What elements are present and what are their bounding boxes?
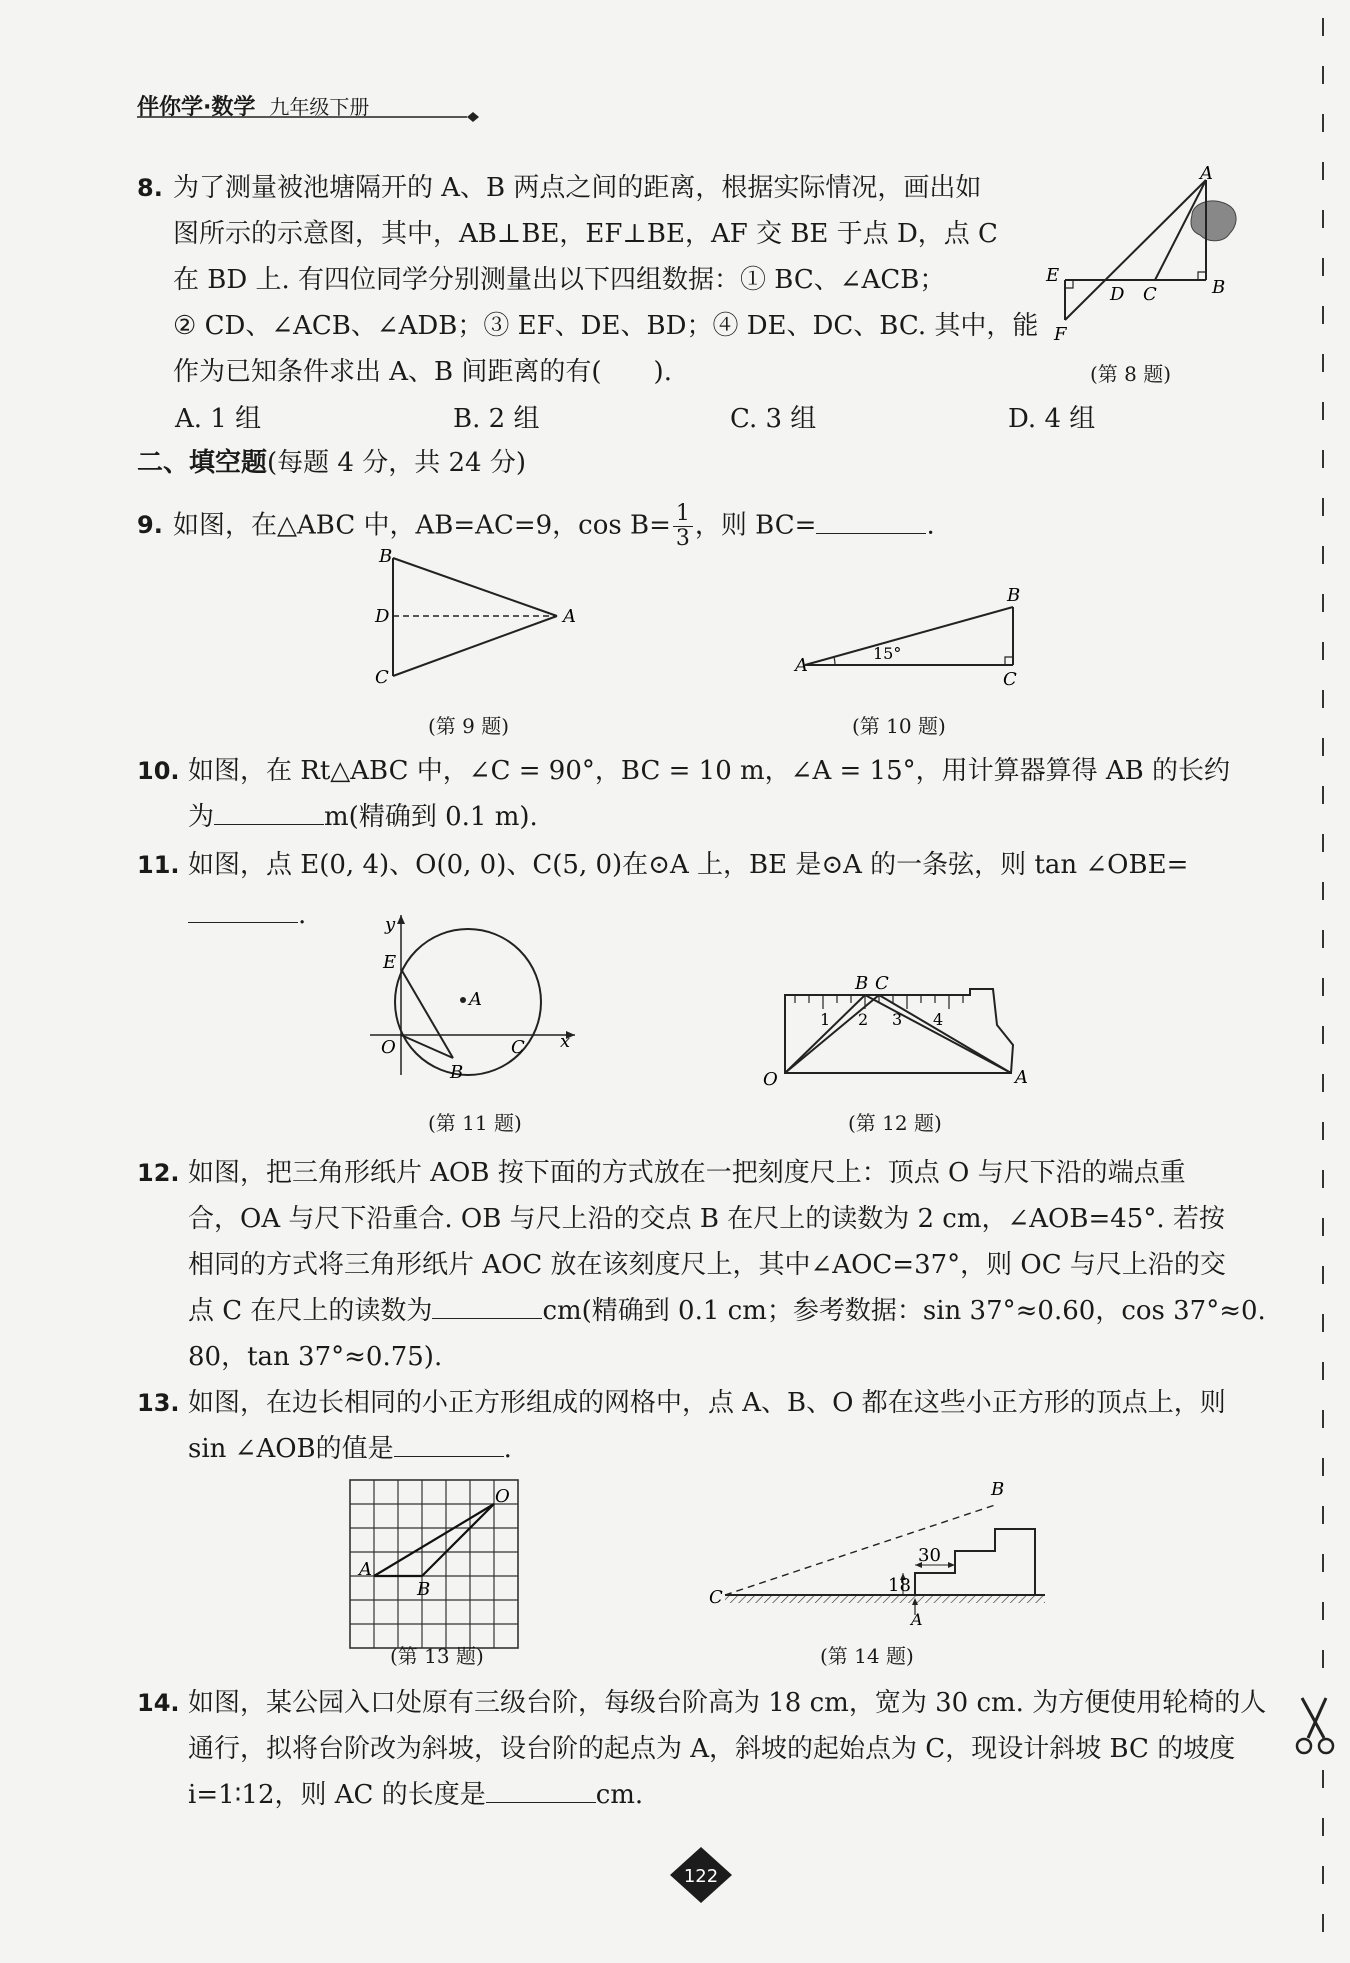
height-dimension: 18: [888, 1575, 911, 1596]
label-x: x: [560, 1031, 571, 1052]
caption-q9: (第 9 题): [428, 714, 510, 738]
tick-1: 1: [820, 1010, 831, 1029]
section-title: 二、填空题: [137, 448, 268, 478]
tick-4: 4: [933, 1010, 944, 1029]
caption-q14: (第 14 题): [820, 1644, 914, 1668]
label-a: A: [795, 655, 808, 676]
label-a: A: [1015, 1067, 1028, 1088]
q13-text: [188, 1380, 1226, 1472]
section-heading: [137, 440, 526, 486]
q10-line: 如图，在 Rt△ABC 中，∠C = 90°，BC = 10 m，∠A = 15°，用计算器算得 AB 的长约: [188, 756, 1231, 786]
label-a: A: [563, 606, 576, 627]
q10-line2-a: 为: [188, 802, 215, 832]
q9-answer-blank[interactable]: [816, 503, 926, 534]
label-e: E: [1046, 265, 1060, 286]
q11-line2: [188, 892, 1188, 938]
q14-text: [188, 1680, 1266, 1818]
label-b: B: [379, 548, 393, 567]
angle-label: 15°: [873, 644, 902, 663]
label-b: B: [417, 1579, 431, 1600]
q14-line: 通行，拟将台阶改为斜坡，设台阶的起点为 A，斜坡的起始点为 C，现设计斜坡 BC 的坡度: [188, 1734, 1236, 1764]
label-b: B: [855, 973, 869, 994]
caption-q10: (第 10 题): [852, 714, 946, 738]
label-c: C: [1003, 669, 1017, 690]
label-b: B: [991, 1479, 1005, 1500]
q8-line: 在 BD 上. 有四位同学分别测量出以下四组数据：① BC、∠ACB；: [173, 265, 946, 295]
q9-text-c: .: [926, 510, 935, 541]
figure-13: [345, 1475, 525, 1655]
q9-frac-den: 3: [675, 526, 690, 551]
q13-number: 13.: [137, 1389, 180, 1417]
q8-text: [173, 165, 1038, 395]
q8-option-b: B. 2 组: [453, 404, 540, 434]
label-c: C: [375, 667, 389, 688]
q12-line: 80，tan 37°≈0.75).: [188, 1342, 443, 1372]
q10-text: [188, 748, 1230, 840]
q14-line3-a: i=1∶12，则 AC 的长度是: [188, 1780, 486, 1810]
q9-fraction: [673, 502, 693, 551]
label-f: F: [1054, 324, 1067, 345]
q11-answer-blank[interactable]: [188, 892, 298, 923]
label-d: D: [1110, 284, 1125, 305]
q9-number: 9.: [137, 511, 163, 539]
q12-text: [188, 1150, 1266, 1380]
caption-q13: (第 13 题): [390, 1644, 484, 1668]
tick-3: 3: [892, 1010, 903, 1029]
q12-line4-a: 点 C 在尺上的读数为: [188, 1296, 433, 1326]
q8-option-c: C. 3 组: [730, 404, 817, 434]
label-a: A: [911, 1610, 923, 1629]
q9-text-a: 如图，在△ABC 中，AB=AC=9，cos B=: [173, 510, 671, 541]
caption-q11: (第 11 题): [428, 1111, 522, 1135]
label-c: C: [875, 973, 889, 994]
q11-number: 11.: [137, 851, 180, 879]
q14-line3: [188, 1772, 1266, 1818]
q12-line4-b: cm(精确到 0.1 cm；参考数据：sin 37°≈0.60，cos 37°≈0.: [542, 1296, 1266, 1326]
label-o: O: [763, 1069, 778, 1090]
q8-number: 8.: [137, 174, 163, 202]
q11-text: [188, 842, 1188, 938]
label-e: E: [383, 952, 397, 973]
q8-line: 作为已知条件求出 A、B 间距离的有( ).: [173, 357, 672, 387]
q9-text: [173, 502, 935, 551]
q12-line: 合，OA 与尺下沿重合. OB 与尺上沿的交点 B 在尺上的读数为 2 cm，∠AOB=45°. 若按: [188, 1204, 1225, 1234]
q8-line: 图所示的示意图，其中，AB⊥BE，EF⊥BE，AF 交 BE 于点 D，点 C: [173, 219, 998, 249]
q10-answer-blank[interactable]: [214, 794, 324, 825]
label-b: B: [1007, 585, 1021, 606]
q10-number: 10.: [137, 757, 180, 785]
label-c: C: [1143, 284, 1157, 305]
figure-8: [1040, 165, 1240, 355]
q14-number: 14.: [137, 1689, 180, 1717]
q13-answer-blank[interactable]: [394, 1426, 504, 1457]
header-brand: 伴你学·数学: [137, 95, 256, 120]
page-number: 122: [683, 1866, 719, 1887]
caption-q12: (第 12 题): [848, 1111, 942, 1135]
q14-line: 如图，某公园入口处原有三级台阶，每级台阶高为 18 cm，宽为 30 cm. 为方便使用轮椅的人: [188, 1688, 1267, 1718]
figure-12: [755, 965, 1045, 1090]
figure-10: [785, 585, 1035, 690]
figure-14: [705, 1475, 1065, 1630]
q12-line4: [188, 1288, 1266, 1334]
label-o: O: [495, 1486, 510, 1507]
tick-2: 2: [858, 1010, 869, 1029]
q11-line: 如图，点 E(0, 4)、O(0, 0)、C(5, 0)在⊙A 上，BE 是⊙A 的一条弦，则 tan ∠OBE=: [188, 850, 1189, 880]
q8-line: ② CD、∠ACB、∠ADB；③ EF、DE、BD；④ DE、DC、BC. 其中，能: [173, 311, 1039, 341]
header-rule: [137, 112, 482, 124]
q11-line2-end: .: [298, 900, 307, 930]
label-a: A: [359, 1559, 372, 1580]
label-a: A: [1200, 165, 1213, 184]
q12-line: 相同的方式将三角形纸片 AOC 放在该刻度尺上，其中∠AOC=37°，则 OC 与尺上沿的交: [188, 1250, 1226, 1280]
q8-option-a: A. 1 组: [175, 404, 262, 434]
scissors-icon: [1292, 1690, 1336, 1760]
figure-11: [365, 910, 585, 1080]
q12-line: 如图，把三角形纸片 AOB 按下面的方式放在一把刻度尺上：顶点 O 与尺下沿的端点重: [188, 1158, 1186, 1188]
q9-text-b: ，则 BC=: [694, 510, 817, 541]
q8-option-d: D. 4 组: [1008, 404, 1096, 434]
label-y: y: [385, 914, 396, 935]
label-a: A: [469, 989, 482, 1010]
q10-line2-b: m(精确到 0.1 m).: [324, 802, 538, 832]
label-o: O: [381, 1037, 396, 1058]
q14-line3-b: cm.: [595, 1780, 644, 1810]
q13-line2-b: .: [503, 1434, 512, 1464]
q13-line2-a: sin ∠AOB的值是: [188, 1434, 394, 1464]
q12-number: 12.: [137, 1159, 180, 1187]
caption-q8: (第 8 题): [1090, 362, 1172, 386]
page-number-badge: [668, 1845, 734, 1905]
label-d: D: [375, 606, 390, 627]
width-dimension: 30: [918, 1545, 941, 1566]
q12-answer-blank[interactable]: [432, 1288, 542, 1319]
label-b: B: [1212, 277, 1226, 298]
q10-line2: [188, 794, 1230, 840]
header-grade: 九年级下册: [269, 95, 370, 119]
figure-9: [365, 548, 585, 688]
q8-line: 为了测量被池塘隔开的 A、B 两点之间的距离，根据实际情况，画出如: [173, 173, 982, 203]
section-note: (每题 4 分，共 24 分): [267, 448, 526, 478]
q14-answer-blank[interactable]: [486, 1772, 596, 1803]
label-b: B: [450, 1062, 464, 1080]
q13-line2: [188, 1426, 1226, 1472]
q9-frac-num: 1: [673, 502, 693, 527]
label-c: C: [511, 1037, 525, 1058]
label-c: C: [709, 1587, 723, 1608]
q13-line: 如图，在边长相同的小正方形组成的网格中，点 A、B、O 都在这些小正方形的顶点上，则: [188, 1388, 1226, 1418]
